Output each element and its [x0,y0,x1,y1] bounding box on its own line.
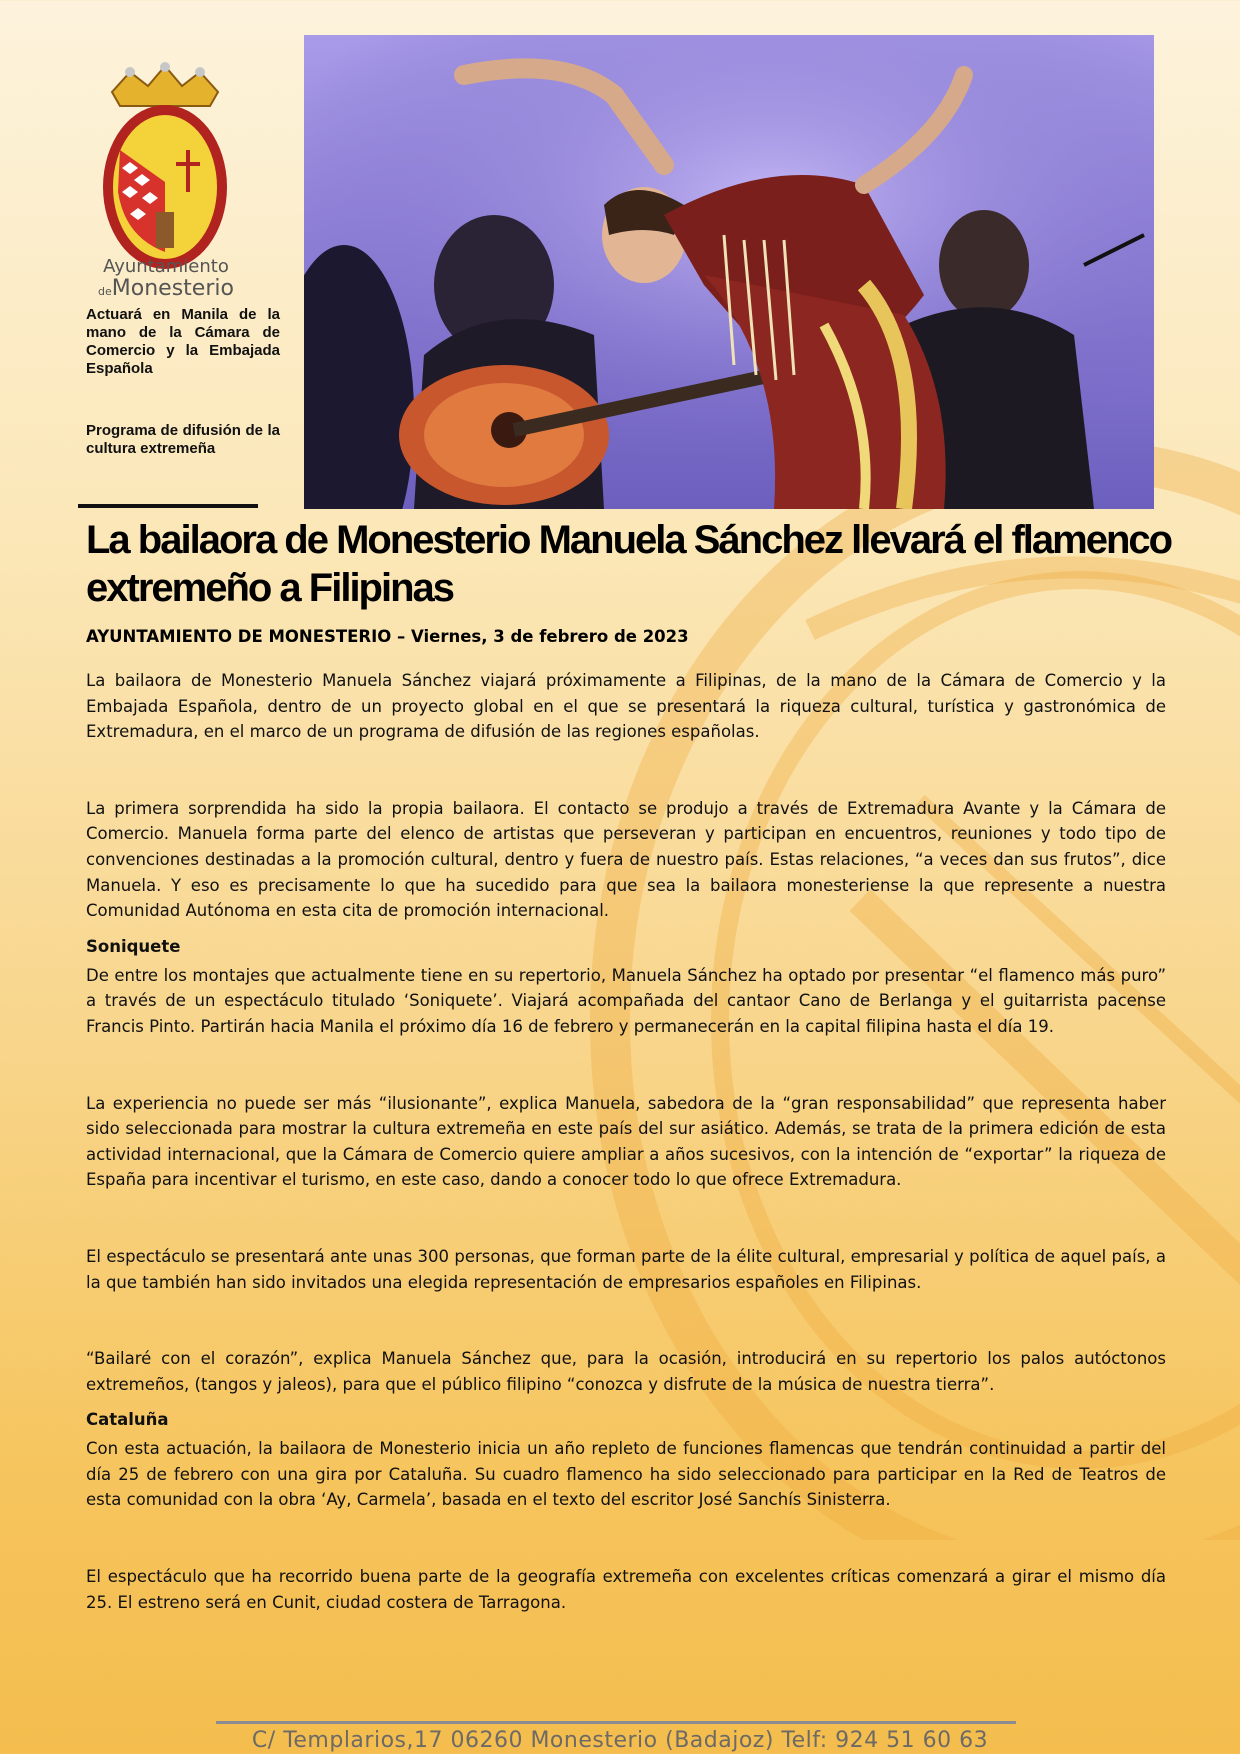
paragraph-3: De entre los montajes que actualmente tiene en su repertorio, Manuela Sánchez ha optado por presentar “el flamenco más puro” a través de un espectáculo titulado ‘Soniquete’. Viajará acompañada del cantaor Cano de Berlanga y el guitarrista pacense Francis Pinto. Partirán hacia Manila el próximo día 16 de febrero y permanecerán en la capital filipina hasta el día 19. [86,965,1166,1036]
crest-caption-de: de [98,285,112,298]
crest-caption-line1: Ayuntamiento [103,256,229,277]
footer-divider [216,1721,1016,1724]
article-body [86,668,1166,1666]
footer-address: C/ Templarios,17 06260 Monesterio (Badajoz) Telf: 924 51 60 63 [251,1728,989,1753]
subheading-soniquete: Soniquete [86,936,181,956]
headline: La bailaora de Monesterio Manuela Sánchez llevará el flamenco extremeño a Filipinas [86,518,1172,610]
side-note-2: Programa de difusión de la cultura extremeña [86,422,280,457]
paragraph-8: El espectáculo que ha recorrido buena parte de la geografía extremeña con excelentes críticas comenzará a girar el mismo día 25. El estreno será en Cunit, ciudad costera de Tarragona. [86,1567,1166,1612]
paragraph-5: El espectáculo se presentará ante unas 300 personas, que forman parte de la élite cultural, empresarial y política de aquel país, a la que también han sido invitados una elegida representación de empresarios españoles en Filipinas. [86,1246,1166,1292]
subheading-cataluna: Cataluña [86,1410,169,1430]
paragraph-4: La experiencia no puede ser más “ilusionante”, explica Manuela, sabedora de la “gran responsabilidad” que representa haber sido seleccionada para mostrar la cultura extremeña en este país del sur asiático. Además, se trata de la primera edición de esta actividad internacional, que la Cámara de Comercio quiere ampliar a años sucesivos, con la intención de “exportar” la riqueza de España para incentivar el turismo, en este caso, dando a conocer todo lo que ofrece Extremadura. [86,1093,1166,1190]
crest-caption-town: Monesterio [111,276,234,301]
side-rule [78,504,258,508]
flamenco-photo [304,35,1154,509]
paragraph-6: “Bailaré con el corazón”, explica Manuela Sánchez que, para la ocasión, introducirá en su repertorio los palos autóctonos extremeños, (tangos y jaleos), para que el público filipino “conozca y disfrute de la música de nuestra tierra”. [86,1349,1166,1394]
crest-caption [86,258,246,300]
paragraph-2: La primera sorprendida ha sido la propia bailaora. El contacto se produjo a través de Extremadura Avante y la Cámara de Comercio. Manuela forma parte del elenco de artistas que perseveran y participan en encuentros, reuniones y todo tipo de convenciones destinadas a la promoción cultural, dentro y fuera de nuestro país. Estas relaciones, “a veces dan sus frutos”, dice Manuela. Y eso es precisamente lo que ha sucedido para que sea la bailaora monesteriense la que represente a nuestra Comunidad Autónoma en esta cita de promoción internacional. [86,798,1166,921]
side-note-1: Actuará en Manila de la mano de la Cámara de Comercio y la Embajada Española [86,306,280,377]
paragraph-7: Con esta actuación, la bailaora de Monesterio inicia un año repleto de funciones flamencas que tendrán continuidad a partir del día 25 de febrero con una gira por Cataluña. Su cuadro flamenco ha sido seleccionado para participar en la Red de Teatros de esta comunidad con la obra ‘Ay, Carmela’, basada en el texto del escritor José Sanchís Sinisterra. [86,1439,1166,1510]
paragraph-1: La bailaora de Monesterio Manuela Sánchez viajará próximamente a Filipinas, de la mano de la Cámara de Comercio y la Embajada Española, dentro de un proyecto global en el que se presentará la riqueza cultural, turística y gastronómica de Extremadura, en el marco de un programa de difusión de las regiones españolas. [86,671,1166,742]
byline: AYUNTAMIENTO DE MONESTERIO – Viernes, 3 de febrero de 2023 [86,627,689,646]
